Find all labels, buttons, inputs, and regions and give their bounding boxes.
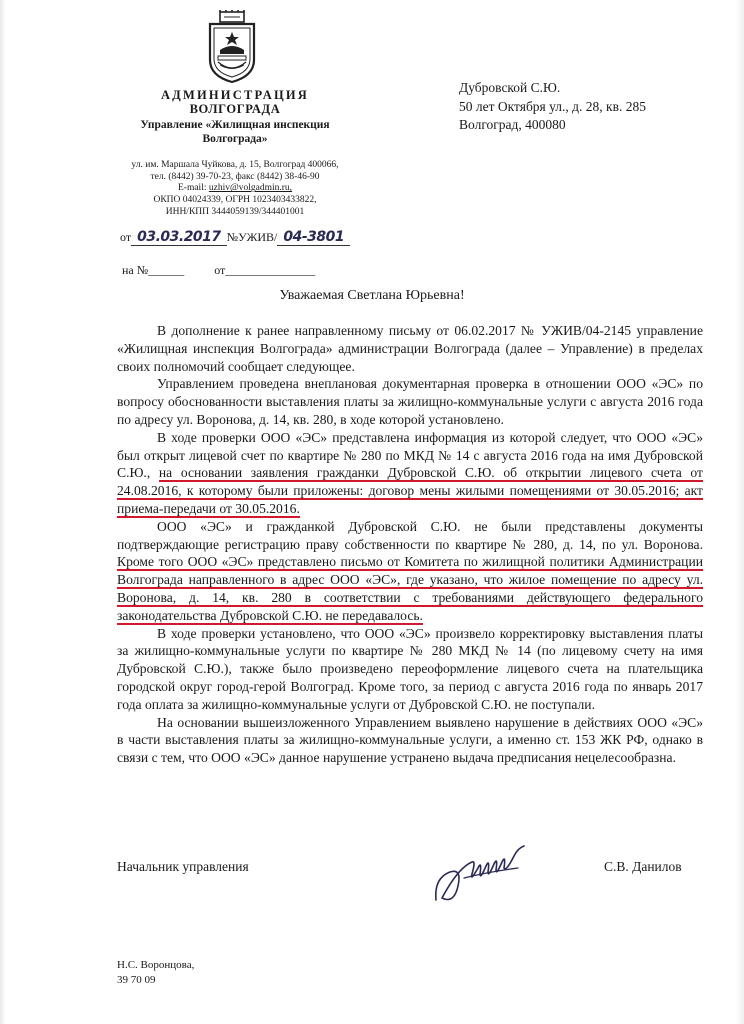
- letter-body: [117, 322, 703, 767]
- paragraph-4-text: ООО «ЭС» и гражданкой Дубровской С.Ю. не были представлены документы подтверждающие регистрацию праву собственности по квартире № 280, д. 14, по ул. Воронова.: [117, 518, 703, 552]
- reply-reference: [122, 262, 372, 278]
- paragraph-3-highlight: на основании заявления гражданки Дубровской С.Ю. об открытии лицевого счета от 24.08.2016, к которому были приложены: договор мены жилыми помещениями от 30.05.2016; акт приема-передачи от 30.05.2016.: [117, 465, 703, 516]
- ref-number: 04-3801: [277, 229, 350, 246]
- recipient-name: Дубровской С.Ю.: [459, 80, 561, 95]
- org-address: ул. им. Маршала Чуйкова, д. 15, Волгоград 400066,: [131, 160, 339, 170]
- org-contacts: [112, 160, 358, 219]
- executor-name: Н.С. Воронцова,: [117, 959, 195, 971]
- paragraph-4: [117, 518, 703, 625]
- ref-from-label: от: [120, 230, 132, 244]
- executor-phone: 39 70 09: [117, 974, 156, 986]
- salutation: Уважаемая Светлана Юрьевна!: [279, 288, 465, 303]
- volgograd-emblem-icon: [206, 10, 258, 84]
- paragraph-6: На основании вышеизложенного Управлением выявлено нарушение в действиях ООО «ЭС» в части выставления платы за жилищно-коммунальные услуги, а именно ст. 153 ЖК РФ, однако в связи с тем, что ООО «ЭС» данное нарушение устранено выдача предписания нецелесообразна.: [117, 714, 703, 766]
- recipient-city: Волгоград, 400080: [459, 117, 566, 133]
- org-email-line: [112, 183, 358, 195]
- org-name: АДМИНИСТРАЦИЯ: [160, 88, 310, 102]
- paragraph-4-highlight: Кроме того ООО «ЭС» представлено письмо от Комитета по жилищной политики Администрации Волгограда направленного в адрес ООО «ЭС», где указано, что жилое помещение по адресу ул. Воронова, д. 14, кв. 280 в соответствии с требованиями действующего федерального законодательства Дубровской С.Ю. не передавалось.: [117, 554, 703, 623]
- reply-date-field: от_______________: [214, 263, 316, 277]
- paragraph-5: В ходе проверки установлено, что ООО «ЭС» произвело корректировку выставления платы за жилищно-коммунальные услуги по квартире № 280 МКД № 14 (по лицевому счету на имя Дубровской С.Ю.), также было произведено переоформление лицевого счета на плательщика городской округ город-герой Волгоград. Кроме того, за период с августа 2016 года по январь 2017 года оплата за жилищно-коммунальные услуги от Дубровской С.Ю. не поступали.: [117, 625, 703, 712]
- org-city: ВОЛГОГРАДА: [189, 102, 281, 116]
- handwritten-signature-icon: [428, 838, 538, 908]
- executor-info: [117, 958, 194, 988]
- department-line-2: Волгограда»: [202, 133, 268, 145]
- paragraph-3: [117, 429, 703, 518]
- department-name: [112, 118, 358, 146]
- outgoing-reference: [120, 229, 380, 245]
- email-label: E-mail:: [177, 183, 209, 194]
- paragraph-3-text: В ходе проверки ООО «ЭС» представлена информация из которой следует, что ООО «ЭС» был открыт лицевой счет по квартире № 280 по МКД № 14 с августа 2016 года на имя Дубровской С.Ю.,: [117, 429, 703, 481]
- email-link[interactable]: uzhiv@volgadmin.ru,: [208, 183, 293, 194]
- ref-number-label: №УЖИВ/: [226, 230, 278, 244]
- paragraph-2: Управлением проведена внеплановая документарная проверка в отношении ООО «ЭС» по вопросу обоснованности выставления платы за жилищно-коммунальные услуги с августа 2016 года по адресу ул. Воронова, д. 14, кв. 280, в ходе которой установлено.: [117, 376, 703, 427]
- department-line-1: Управление «Жилищная инспекция: [140, 119, 330, 131]
- org-okpo: ОКПО 04024339, ОГРН 1023403433822,: [153, 195, 317, 206]
- signer-name: С.В. Данилов: [604, 859, 682, 874]
- org-inn: ИНН/КПП 3444059139/344401001: [165, 206, 305, 217]
- recipient-block: [459, 79, 719, 135]
- ref-date: 03.03.2017: [131, 229, 227, 246]
- org-phone: тел. (8442) 39-70-23, факс (8442) 38-46-90: [150, 171, 320, 182]
- paragraph-1: В дополнение к ранее направленному письму от 06.02.2017 № УЖИВ/04-2145 управление «Жилищная инспекция Волгограда» администрации Волгограда (далее – Управление) в пределах своих полномочий сообщает следующее.: [117, 323, 703, 374]
- recipient-street: 50 лет Октября ул., д. 28, кв. 285: [459, 98, 646, 114]
- reply-number-field: на №______: [122, 263, 185, 277]
- signer-title: Начальник управления: [117, 859, 249, 874]
